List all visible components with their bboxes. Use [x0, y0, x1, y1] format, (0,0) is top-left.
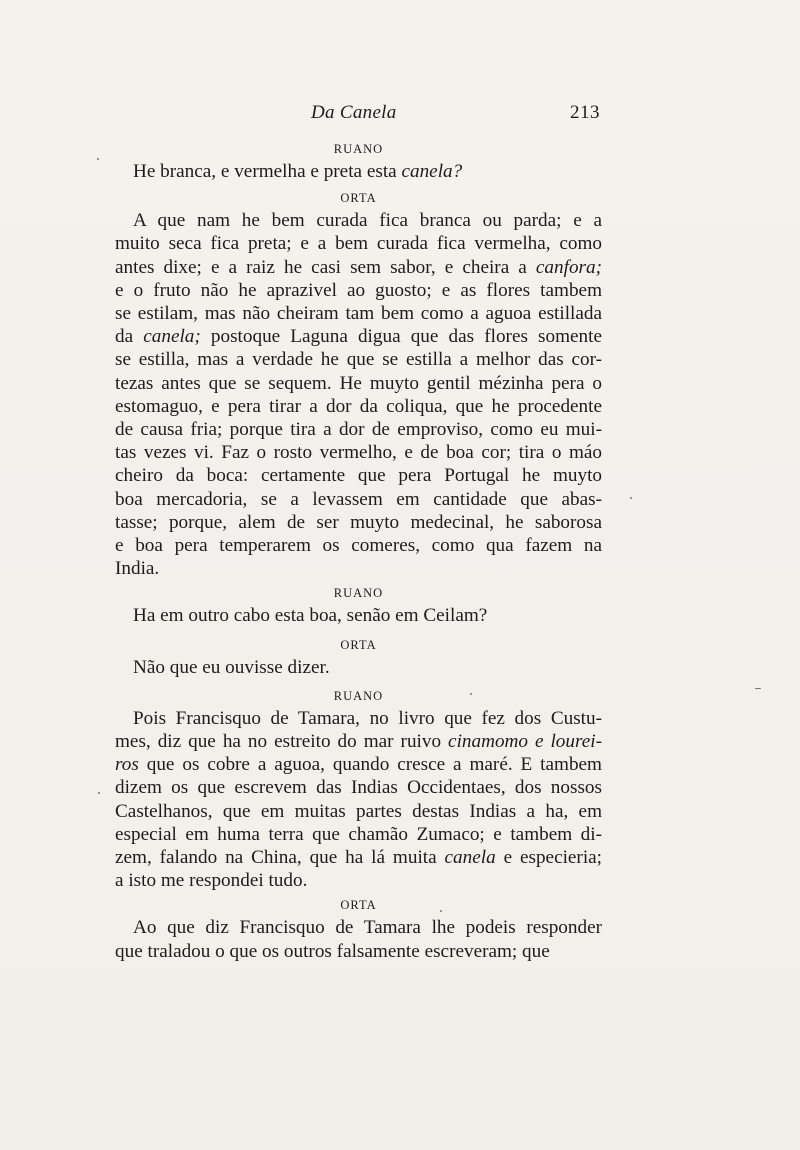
speaker-label: ORTA [340, 637, 377, 652]
text-line: e boa pera temperarem os comeres, como qua fazem na [115, 535, 602, 557]
text-line: especial em huma terra que chamão Zumaco; e tambem di- [115, 823, 602, 845]
text-line: ros que os cobre a aguoa, quando cresce a maré. E tambem [115, 754, 602, 776]
speech-paragraph [115, 656, 602, 679]
text-line: tasse; porque, alem de ser muyto medecinal, he saborosa [115, 511, 602, 533]
text-line: India. [115, 558, 160, 580]
page-header [115, 100, 600, 130]
text-line: que traladou o que os outros falsamente escreveram; que [115, 940, 550, 962]
text-line: A que nam he bem curada fica branca ou parda; e a [133, 210, 602, 232]
speaker-label: ORTA [340, 191, 377, 206]
running-title: Da Canela [311, 102, 397, 123]
scan-speck [98, 792, 100, 794]
text-line: de causa fria; porque tira a dor de emproviso, como eu mui- [115, 419, 602, 441]
text-line: se estilam, mas não cheiram tam bem como a aguoa estillada [115, 303, 602, 325]
text-line: zem, falando na China, que ha lá muita canela e especieria; [115, 847, 602, 869]
text-line: boa mercadoria, se a levassem em cantidade que abas- [115, 488, 602, 510]
speech-paragraph [115, 209, 602, 580]
speech-paragraph [115, 916, 602, 962]
text-line: dizem os que escrevem das Indias Occidentaes, dos nossos [115, 777, 602, 799]
dialogue-body [115, 138, 602, 963]
text-line: e o fruto não he aprazivel ao guosto; e as flores tambem [115, 279, 602, 301]
text-line: mes, diz que ha no estreito do mar ruivo cinamomo e lourei- [115, 731, 602, 753]
text-line: tas vezes vi. Faz o rosto vermelho, e de boa cor; tira o máo [115, 442, 602, 464]
speaker-label: RUANO [333, 142, 384, 156]
text-line: se estilla, mas a verdade he que se estilla a melhor das cor- [115, 349, 602, 371]
text-line: da canela; postoque Laguna digua que das flores somente [115, 326, 602, 348]
speaker-label: RUANO [333, 688, 384, 703]
text-line: muito seca fica preta; e a bem curada fica vermelha, como [115, 233, 602, 255]
text-line: Não que eu ouvisse dizer. [133, 656, 330, 678]
text-line: a isto me respondei tudo. [115, 870, 308, 892]
scan-speck [97, 158, 99, 160]
text-line: antes dixe; e a raiz he casi sem sabor, e cheira a canfora; [115, 256, 602, 278]
scan-speck [630, 497, 632, 499]
speech-paragraph [115, 707, 602, 893]
text-line: estomaguo, e pera tirar a dor da coliqua, que he procedente [115, 395, 602, 417]
text-line: Ao que diz Francisquo de Tamara lhe podeis responder [133, 917, 602, 939]
text-line: He branca, e vermelha e preta esta canela? [133, 161, 463, 182]
speaker-label: ORTA [340, 898, 377, 913]
scan-speck [440, 910, 442, 912]
page-number: 213 [570, 102, 600, 123]
speech-paragraph [115, 160, 602, 183]
scan-speck [470, 693, 472, 695]
speaker-label: RUANO [333, 586, 384, 601]
text-line: Castelhanos, que em muitas partes destas Indias a ha, em [115, 800, 602, 822]
text-line: cheiro da boca: certamente que pera Portugal he muyto [115, 465, 602, 487]
speech-paragraph [115, 604, 602, 627]
text-line: tezas antes que se sequem. He muyto gentil mézinha pera o [115, 372, 602, 394]
scan-speck [755, 688, 761, 689]
text-line: Ha em outro cabo esta boa, senão em Ceilam? [133, 605, 488, 627]
text-line: Pois Francisquo de Tamara, no livro que fez dos Custu- [133, 707, 602, 729]
